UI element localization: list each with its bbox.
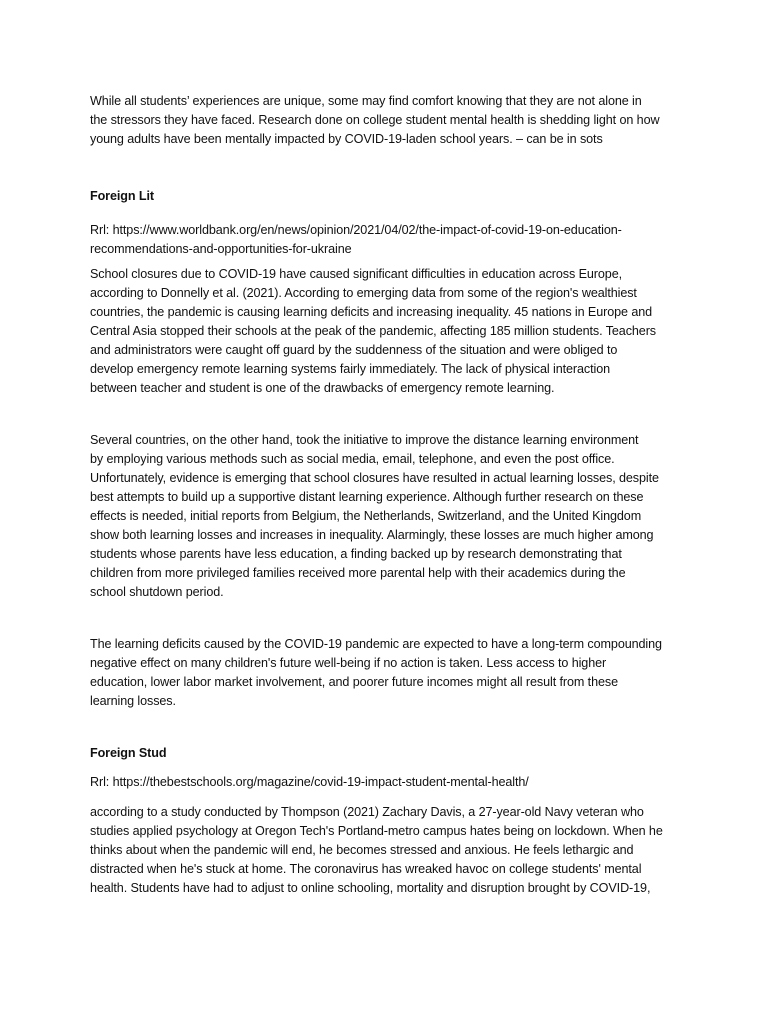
section-heading-foreign-stud: Foreign Stud xyxy=(90,746,167,760)
paragraph-distance-learning: Several countries, on the other hand, took the initiative to improve the distance learning environment by employing various methods such as social media, email, telephone, and even the post office. Unfortunately, evidence is emerging that school closures have resulted in actual learning losses, despite best attempts to build up a supportive distant learning experience. Although further research on these effects is needed, initial reports from Belgium, the Netherlands, Switzerland, and the United Kingdom show both learning losses and increases in inequality. Alarmingly, these losses are much higher among students whose parents have less education, a finding backed up by research demonstrating that children from more privileged families received more parental help with their academics during the school shutdown period. xyxy=(90,433,659,599)
intro-paragraph: While all students’ experiences are unique, some may find comfort knowing that they are not alone in the stressors they have faced. Research done on college student mental health is shedding light on how young adults have been mentally impacted by COVID-19-laden school years. – can be in sots xyxy=(90,94,660,146)
paragraph-school-closures: School closures due to COVID-19 have caused significant difficulties in education across Europe, according to Donnelly et al. (2021). According to emerging data from some of the region's wealthiest countries, the pandemic is causing learning deficits and increasing inequality. 45 nations in Europe and Central Asia stopped their schools at the peak of the pandemic, affecting 185 million students. Teachers and administrators were caught off guard by the suddenness of the situation and were obliged to develop emergency remote learning systems fairly immediately. The lack of physical interaction between teacher and student is one of the drawbacks of emergency remote learning. xyxy=(90,267,656,395)
paragraph-learning-deficits: The learning deficits caused by the COVID-19 pandemic are expected to have a long-term compounding negative effect on many children's future well-being if no action is taken. Less access to higher education, lower labor market involvement, and poorer future incomes might all result from these learning losses. xyxy=(90,637,662,708)
rrl-link-worldbank: Rrl: https://www.worldbank.org/en/news/opinion/2021/04/02/the-impact-of-covid-19-on-education- recommendations-and-opportunities-for-ukraine xyxy=(90,223,622,256)
section-heading-foreign-lit: Foreign Lit xyxy=(90,189,154,203)
rrl-link-bestschools: Rrl: https://thebestschools.org/magazine/covid-19-impact-student-mental-health/ xyxy=(90,775,529,789)
paragraph-thompson-study: according to a study conducted by Thompson (2021) Zachary Davis, a 27-year-old Navy veteran who studies applied psychology at Oregon Tech's Portland-metro campus hates being on lockdown. When he thinks about when the pandemic will end, he becomes stressed and anxious. He feels lethargic and distracted when he's stuck at home. The coronavirus has wreaked havoc on college students' mental health. Students have had to adjust to online schooling, mortality and disruption brought by COVID-19, xyxy=(90,805,663,895)
document-page xyxy=(90,92,682,898)
